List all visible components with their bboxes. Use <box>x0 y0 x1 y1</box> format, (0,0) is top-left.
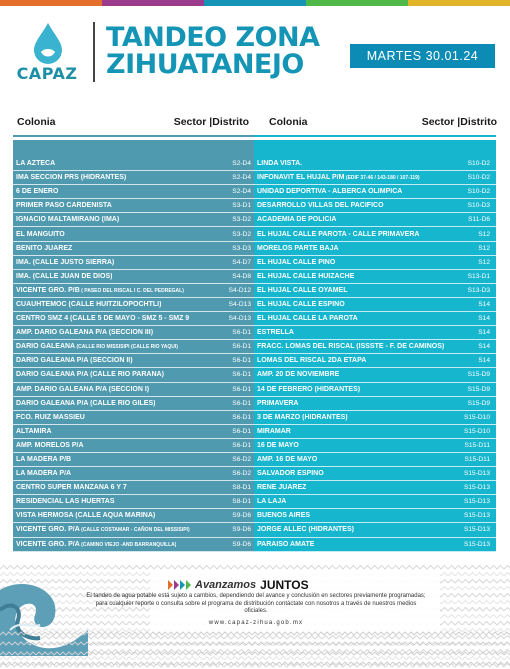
schedule-row <box>13 242 257 256</box>
sector-code: S9-D6 <box>232 526 251 534</box>
colonia-name <box>16 259 114 266</box>
colonia-main: FCO. RUIZ MASSIEU <box>16 413 85 421</box>
title-line-2: ZIHUATANEJO <box>106 49 304 80</box>
colonia-name <box>257 188 402 195</box>
sector-code: S11-D6 <box>468 216 490 224</box>
slogan-word-2: JUNTOS <box>260 578 309 592</box>
sector-code: S4-D7 <box>232 258 251 266</box>
colonia-main: PARAISO AMATE <box>257 540 315 548</box>
colonia-name <box>16 273 112 280</box>
colonia-name <box>16 428 52 435</box>
colonia-name <box>16 414 85 421</box>
sector-code: S9-D6 <box>232 540 251 548</box>
colonia-name <box>257 400 298 407</box>
right-schedule-panel <box>254 140 496 552</box>
colonia-main: IMA. (CALLE JUSTO SIERRA) <box>16 258 115 266</box>
colonia-main: ACADEMIA DE POLICIA <box>257 216 337 224</box>
colonia-main: EL HUJAL CALLE PINO <box>257 258 336 266</box>
schedule-row <box>254 340 496 354</box>
colonia-main: CENTRO SMZ 4 (CALLE 5 DE MAYO - SMZ 5 - SMZ 9 <box>16 315 190 323</box>
colonia-name <box>16 470 71 477</box>
sector-code: S15-D10 <box>463 427 490 435</box>
colonia-main: AMP. 16 DE MAYO <box>257 456 318 464</box>
schedule-row <box>254 397 496 411</box>
sector-code: S15-D9 <box>467 371 490 379</box>
right-column-header <box>269 112 497 132</box>
schedule-row <box>13 439 257 453</box>
schedule-row <box>254 157 496 171</box>
colonia-main: DESARROLLO VILLAS DEL PACIFICO <box>257 202 384 210</box>
sector-code: S10-D2 <box>467 188 490 196</box>
colonia-main: BENITO JUAREZ <box>16 244 73 252</box>
colonia-name <box>16 329 153 336</box>
title-line-1: TANDEO ZONA <box>106 22 320 53</box>
schedule-row <box>254 383 496 397</box>
sector-code: S15-D13 <box>463 470 490 478</box>
colonia-name <box>257 428 291 435</box>
colonia-main: ALTAMIRA <box>16 427 52 435</box>
sector-code: S9-D6 <box>232 512 251 520</box>
sector-code: S15-D11 <box>464 456 490 464</box>
arrows-icon <box>168 580 191 590</box>
schedule-row <box>254 481 496 495</box>
colonia-name <box>16 357 133 364</box>
sector-code: S15-D13 <box>463 512 490 520</box>
sector-code: S2-D4 <box>232 188 251 196</box>
sector-code: S2-D4 <box>232 160 251 168</box>
colonia-name <box>16 498 115 505</box>
sector-code: S12 <box>478 230 490 238</box>
colonia-main: ESTRELLA <box>257 329 294 337</box>
slogan-word-1: Avanzamos <box>195 579 257 591</box>
left-rows <box>13 157 257 552</box>
schedule-row <box>254 312 496 326</box>
date-badge: MARTES 30.01.24 <box>350 44 495 68</box>
bottom-pattern-band <box>0 630 510 669</box>
colonia-main: VICENTE GRO. P/A <box>16 540 80 548</box>
schedule-row <box>13 481 257 495</box>
sector-code: S3-D1 <box>232 202 251 210</box>
colonia-name <box>257 526 354 533</box>
colonia-main: DARIO GALEANA P/A (SECCION II) <box>16 357 133 365</box>
schedule-row <box>254 509 496 523</box>
schedule-row <box>254 185 496 199</box>
colonia-main: VISTA HERMOSA (CALLE AQUA MARINA) <box>16 512 156 520</box>
colonia-main: FRACC. LOMAS DEL RISCAL (ISSSTE - F. DE CAMINOS) <box>257 343 445 351</box>
schedule-row <box>254 368 496 382</box>
colonia-name <box>257 160 302 167</box>
colonia-main: MORELOS PARTE BAJA <box>257 244 339 252</box>
colonia-name <box>16 245 72 252</box>
colonia-main: VICENTE GRO. P/B <box>16 286 80 294</box>
colonia-main: AMP. DARIO GALEANA P/A (SECCION I) <box>16 385 150 393</box>
schedule-row <box>13 340 257 354</box>
colonia-name <box>16 216 119 223</box>
schedule-row <box>13 199 257 213</box>
schedule-row <box>254 326 496 340</box>
schedule-row <box>254 425 496 439</box>
sector-code: S14 <box>478 315 490 323</box>
schedule-row <box>254 439 496 453</box>
colonia-main: LINDA VISTA. <box>257 160 303 168</box>
schedule-row <box>13 453 257 467</box>
colonia-name <box>257 174 420 181</box>
colonia-main: IGNACIO MALTAMIRANO (IMA) <box>16 216 120 224</box>
colonia-main: EL HUJAL CALLE PAROTA - CALLE PRIMAVERA <box>257 230 420 238</box>
colonia-main: LOMAS DEL RISCAL 2DA ETAPA <box>257 357 367 365</box>
sector-code: S15-D13 <box>463 526 490 534</box>
sector-code: S6-D2 <box>232 456 251 464</box>
colonia-main: INFONAVIT EL HUJAL P/M <box>257 174 345 182</box>
sector-code: S6-D1 <box>232 413 251 421</box>
colonia-name <box>16 512 155 519</box>
sector-code: S8-D1 <box>232 498 251 506</box>
colonia-main: 3 DE MARZO (HIDRANTES) <box>257 413 348 421</box>
schedule-row <box>13 298 257 312</box>
colonia-name <box>257 357 366 364</box>
sector-code: S13-D1 <box>467 272 490 280</box>
colonia-name <box>257 541 314 548</box>
sector-code: S10-D2 <box>467 160 490 168</box>
sector-code: S15-D13 <box>463 498 490 506</box>
colonia-main: JORGE ALLEC (HIDRANTES) <box>257 526 354 534</box>
colonia-main: CUAUHTEMOC (CALLE HUITZILOPOCHTLI) <box>16 300 162 308</box>
colonia-name <box>257 470 324 477</box>
colonia-name <box>257 442 299 449</box>
colonia-name <box>16 400 155 407</box>
colonia-name <box>257 245 339 252</box>
schedule-row <box>254 453 496 467</box>
water-drop-icon <box>32 22 64 64</box>
colonia-main: AMP. MORELOS P/A <box>16 441 84 449</box>
colonia-main: EL HUJAL CALLE HUIZACHE <box>257 272 355 280</box>
schedule-row <box>13 509 257 523</box>
colonia-main: PRIMER PASO CARDENISTA <box>16 202 112 210</box>
colonia-name <box>257 315 358 322</box>
colonia-name <box>257 456 317 463</box>
colonia-name <box>16 160 55 167</box>
schedule-row <box>13 467 257 481</box>
colonia-name <box>257 273 354 280</box>
sector-code: S6-D1 <box>232 357 251 365</box>
left-panel-line <box>13 135 257 137</box>
colonia-detail: (CALLE RIO MISSISIPI (CALLE RIO YAQUI) <box>75 344 178 351</box>
colonia-detail: (CAMINO VIEJO -AND BARRANQUILLA) <box>79 541 177 548</box>
schedule-row <box>13 495 257 509</box>
colonia-name <box>257 414 348 421</box>
right-panel-line <box>254 135 496 137</box>
logo-wordmark: CAPAZ <box>16 64 78 83</box>
schedule-row <box>254 467 496 481</box>
sector-code: S15-D9 <box>467 399 490 407</box>
colonia-main: EL MANGUITO <box>16 230 65 238</box>
colonia-name <box>16 315 189 322</box>
colonia-main: 14 DE FEBRERO (HIDRANTES) <box>257 385 361 393</box>
schedule-row <box>13 284 257 298</box>
schedule-row <box>254 354 496 368</box>
colonia-main: MIRAMAR <box>257 427 291 435</box>
colonia-main: IMA SECCION PRS (HIDRANTES) <box>16 174 127 182</box>
colonia-name <box>16 202 112 209</box>
colonia-name <box>16 301 161 308</box>
colonia-main: DARIO GALEANA P/A (CALLE RIO PARANA) <box>16 371 164 379</box>
colonia-main: CENTRO SUPER MANZANA 6 Y 7 <box>16 484 127 492</box>
colonia-name <box>257 231 419 238</box>
sector-heading: Sector |Distrito <box>173 116 249 128</box>
colonia-main: DARIO GALEANA P/A (CALLE RIO GILES) <box>16 399 156 407</box>
schedule-row <box>13 312 257 326</box>
colonia-name <box>16 174 126 181</box>
schedule-row <box>13 213 257 227</box>
sector-code: S6-D1 <box>232 385 251 393</box>
sector-code: S3-D3 <box>232 244 251 252</box>
colonia-name <box>257 484 306 491</box>
sector-code: S12 <box>478 244 490 252</box>
slogan <box>168 578 309 592</box>
colonia-name <box>257 512 310 519</box>
colonia-name <box>16 231 65 238</box>
capaz-logo <box>12 22 82 92</box>
colonia-name <box>16 188 58 195</box>
colonia-main: IMA. (CALLE JUAN DE DIOS) <box>16 272 113 280</box>
header-divider <box>93 22 95 82</box>
colonia-main: RENE JUAREZ <box>257 484 307 492</box>
colonia-name <box>16 526 190 533</box>
schedule-row <box>13 185 257 199</box>
top-color-bar <box>0 0 510 6</box>
schedule-row <box>13 256 257 270</box>
schedule-row <box>254 256 496 270</box>
schedule-row <box>254 523 496 537</box>
sector-code: S2-D4 <box>232 174 251 182</box>
colonia-detail: (EDIF 37-46 / 143-180 / 107-119) <box>344 175 420 182</box>
sector-code: S4-D8 <box>232 272 251 280</box>
colonia-main: 6 DE ENERO <box>16 188 59 196</box>
colonia-name <box>257 287 348 294</box>
sector-code: S15-D9 <box>467 385 490 393</box>
right-rows <box>254 157 496 552</box>
schedule-row <box>254 298 496 312</box>
schedule-row <box>254 270 496 284</box>
colonia-main: AMP. DARIO GALEANA P/A (SECCION III) <box>16 329 154 337</box>
sector-code: S15-D11 <box>464 441 490 449</box>
colonia-name <box>16 456 71 463</box>
colonia-main: DARIO GALEANA <box>16 343 76 351</box>
schedule-row <box>13 523 257 537</box>
sector-code: S15-D13 <box>463 484 490 492</box>
schedule-row <box>13 354 257 368</box>
schedule-row <box>13 538 257 552</box>
sector-code: S6-D1 <box>232 427 251 435</box>
colonia-heading: Colonia <box>269 116 308 128</box>
sector-code: S14 <box>478 357 490 365</box>
colonia-name <box>16 287 184 294</box>
sector-code: S8-D1 <box>232 484 251 492</box>
sector-code: S15-D10 <box>463 413 490 421</box>
colonia-name <box>16 386 149 393</box>
colonia-detail: ( PASEO DEL RISCAL I C. DEL PEDREGAL) <box>79 287 184 294</box>
colonia-heading: Colonia <box>17 116 56 128</box>
colonia-main: UNIDAD DEPORTIVA - ALBERCA OLIMPICA <box>257 188 403 196</box>
sector-code: S10-D2 <box>467 174 490 182</box>
schedule-row <box>254 171 496 185</box>
colonia-main: SALVADOR ESPINO <box>257 470 324 478</box>
sector-code: S14 <box>478 343 490 351</box>
colonia-name <box>257 343 444 350</box>
sector-code: S4-D13 <box>228 315 251 323</box>
sector-code: S6-D1 <box>232 441 251 449</box>
schedule-row <box>13 383 257 397</box>
sector-code: S14 <box>478 329 490 337</box>
colonia-name <box>16 541 176 548</box>
sector-code: S4-D13 <box>228 300 251 308</box>
colonia-detail: (CALLE COSTAMAR - CAÑON DEL MISSISIPI) <box>79 527 190 534</box>
colonia-name <box>16 442 84 449</box>
colonia-main: EL HUJAL CALLE ESPINO <box>257 300 345 308</box>
sector-code: S6-D2 <box>232 470 251 478</box>
colonia-main: 16 DE MAYO <box>257 441 299 449</box>
sector-heading: Sector |Distrito <box>421 116 497 128</box>
schedule-row <box>13 171 257 185</box>
schedule-row <box>13 227 257 241</box>
colonia-name <box>16 484 127 491</box>
sector-code: S6-D1 <box>232 399 251 407</box>
colonia-main: LA LAJA <box>257 498 287 506</box>
sector-code: S15-D13 <box>463 540 490 548</box>
schedule-row <box>254 213 496 227</box>
schedule-row <box>254 411 496 425</box>
sector-code: S3-D2 <box>232 216 251 224</box>
footer-notice: El tandeo de agua potable está sujeto a cambios, dependiendo del avance y conclusión en sectores previamente programadas; para cualquier reporte o consulta sobre el programa de distribución contáctate con nosotros a través de nuestros medios oficiales. <box>86 593 426 614</box>
colonia-main: PRIMAVERA <box>257 399 299 407</box>
colonia-main: VICENTE GRO. P/A <box>16 526 80 534</box>
sector-code: S3-D2 <box>232 230 251 238</box>
sector-code: S14 <box>478 300 490 308</box>
schedule-row <box>254 227 496 241</box>
colonia-main: AMP. 20 DE NOVIEMBRE <box>257 371 340 379</box>
schedule-row <box>13 368 257 382</box>
colonia-name <box>257 301 345 308</box>
colonia-name <box>257 216 336 223</box>
colonia-name <box>257 259 335 266</box>
colonia-name <box>16 371 164 378</box>
sector-code: S4-D12 <box>228 286 251 294</box>
schedule-row <box>254 242 496 256</box>
colonia-main: RESIDENCIAL LAS HUERTAS <box>16 498 115 506</box>
sector-code: S6-D1 <box>232 343 251 351</box>
colonia-name <box>257 386 360 393</box>
schedule-row <box>13 425 257 439</box>
sector-code: S12 <box>478 258 490 266</box>
sector-code: S13-D3 <box>467 286 490 294</box>
schedule-row <box>254 538 496 552</box>
left-column-header <box>17 112 249 132</box>
colonia-name <box>257 202 384 209</box>
schedule-row <box>13 411 257 425</box>
colonia-name <box>257 371 339 378</box>
page-title <box>106 24 320 78</box>
schedule-row <box>254 199 496 213</box>
sector-code: S6-D1 <box>232 371 251 379</box>
colonia-main: EL HUJAL CALLE LA PAROTA <box>257 315 358 323</box>
schedule-row <box>254 495 496 509</box>
colonia-name <box>257 498 286 505</box>
colonia-main: LA AZTECA <box>16 160 56 168</box>
sector-code: S10-D3 <box>467 202 490 210</box>
colonia-name <box>16 343 178 350</box>
colonia-main: LA MADERA P/B <box>16 456 72 464</box>
sector-code: S6-D1 <box>232 329 251 337</box>
colonia-name <box>257 329 294 336</box>
schedule-row <box>13 397 257 411</box>
left-schedule-panel <box>13 140 257 552</box>
schedule-row <box>13 157 257 171</box>
schedule-row <box>254 284 496 298</box>
colonia-main: LA MADERA P/A <box>16 470 72 478</box>
schedule-row <box>13 270 257 284</box>
website-link[interactable]: www.capaz-zihua.gob.mx <box>208 620 304 626</box>
colonia-main: BUENOS AIRES <box>257 512 311 520</box>
colonia-main: EL HUJAL CALLE OYAMEL <box>257 286 348 294</box>
schedule-row <box>13 326 257 340</box>
